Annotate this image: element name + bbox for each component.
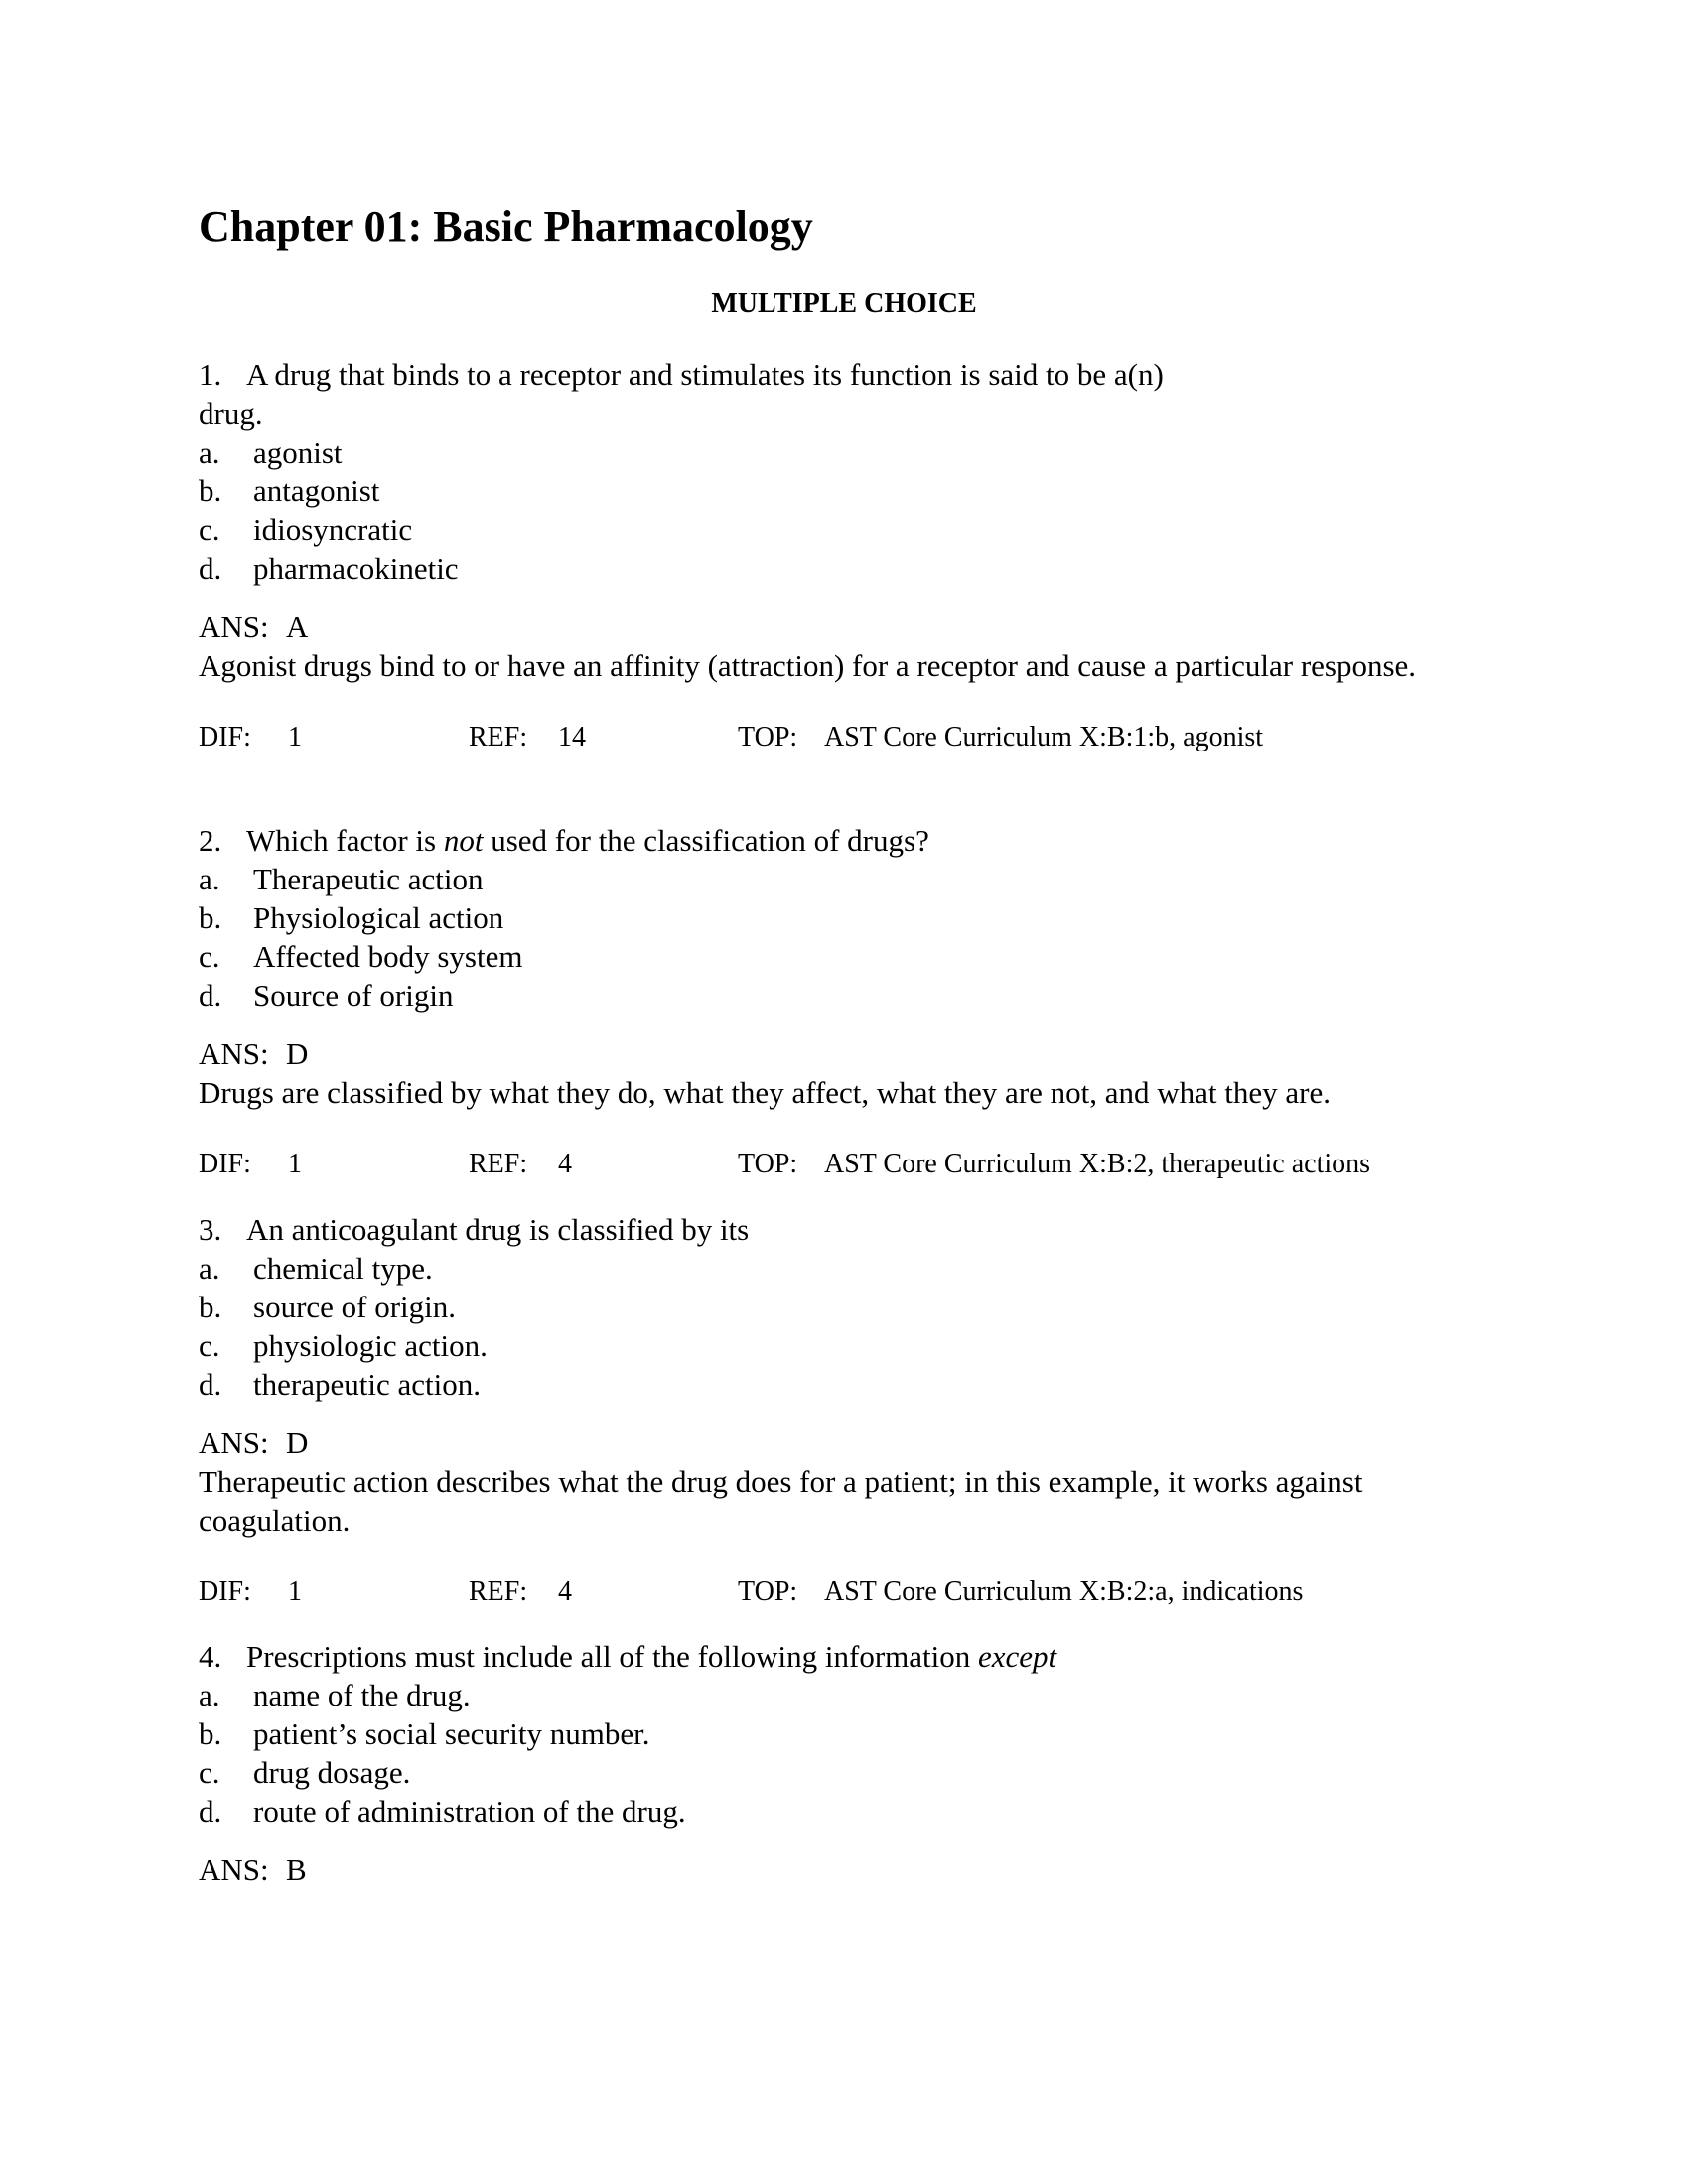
topic xyxy=(738,1145,1370,1183)
answer-line xyxy=(199,1424,1489,1462)
option-a xyxy=(199,1249,1489,1288)
option-text: name of the drug. xyxy=(253,1678,471,1712)
option-d xyxy=(199,1792,1489,1831)
question-text-after: used for the classification of drugs? xyxy=(483,823,929,858)
question-2 xyxy=(199,821,1489,1183)
option-d xyxy=(199,549,1489,588)
reference-label: REF: xyxy=(469,1576,528,1607)
question-number: 2. xyxy=(199,823,222,858)
question-number: 1. xyxy=(199,357,222,392)
option-b xyxy=(199,1714,1489,1753)
reference xyxy=(469,1572,572,1611)
answer-block xyxy=(199,1424,1489,1540)
topic-value: AST Core Curriculum X:B:2:a, indications xyxy=(824,1576,1304,1607)
reference-value: 4 xyxy=(558,1576,572,1607)
answer-rationale: Drugs are classified by what they do, what they affect, what they are not, and what they are. xyxy=(199,1075,1331,1110)
option-text: patient’s social security number. xyxy=(253,1716,650,1751)
topic-value: AST Core Curriculum X:B:2, therapeutic actions xyxy=(824,1149,1371,1179)
option-text: therapeutic action. xyxy=(253,1367,481,1402)
option-letter: d. xyxy=(199,1794,222,1829)
page-title: Chapter 01: Basic Pharmacology xyxy=(199,203,813,251)
difficulty xyxy=(199,718,302,756)
option-letter: b. xyxy=(199,1290,222,1324)
difficulty-label: DIF: xyxy=(199,722,251,752)
option-letter: c. xyxy=(199,1328,220,1363)
answer-line xyxy=(199,608,1489,646)
question-number: 3. xyxy=(199,1212,222,1247)
question-metadata xyxy=(199,1145,1489,1183)
option-letter: a. xyxy=(199,1251,220,1286)
answer-line xyxy=(199,1850,1489,1889)
question-text: A drug that binds to a receptor and stimulates its function is said to be a(n) xyxy=(246,357,1164,392)
question-1 xyxy=(199,355,1489,756)
option-text: Physiological action xyxy=(253,900,504,935)
difficulty xyxy=(199,1572,302,1611)
reference-label: REF: xyxy=(469,722,528,752)
option-letter: d. xyxy=(199,551,222,586)
topic-label: TOP: xyxy=(738,1149,798,1179)
question-stem xyxy=(199,821,1489,860)
option-b xyxy=(199,1288,1489,1326)
topic-value: AST Core Curriculum X:B:1:b, agonist xyxy=(824,722,1264,752)
answer-line xyxy=(199,1034,1489,1073)
option-d xyxy=(199,976,1489,1015)
option-b xyxy=(199,898,1489,937)
answer-label: ANS: xyxy=(199,610,269,644)
topic xyxy=(738,1572,1303,1611)
answer-value: D xyxy=(286,1426,309,1460)
option-c xyxy=(199,937,1489,976)
question-text: An anticoagulant drug is classified by its xyxy=(246,1212,750,1247)
option-c xyxy=(199,1753,1489,1792)
section-heading: MULTIPLE CHOICE xyxy=(711,288,977,319)
option-letter: d. xyxy=(199,978,222,1013)
option-text: antagonist xyxy=(253,474,380,508)
difficulty-value: 1 xyxy=(288,1149,302,1179)
option-text: pharmacokinetic xyxy=(253,551,459,586)
difficulty-value: 1 xyxy=(288,1576,302,1607)
answer-rationale: Therapeutic action describes what the drug does for a patient; in this example, it works against coagulation. xyxy=(199,1464,1363,1538)
option-letter: b. xyxy=(199,1716,222,1751)
option-text: physiologic action. xyxy=(253,1328,488,1363)
answer-rationale: Agonist drugs bind to or have an affinity (attraction) for a receptor and cause a particular response. xyxy=(199,648,1417,683)
reference-value: 14 xyxy=(558,722,586,752)
option-text: source of origin. xyxy=(253,1290,457,1324)
question-text-continued: drug. xyxy=(199,396,263,431)
option-text: route of administration of the drug. xyxy=(253,1794,686,1829)
answer-block xyxy=(199,1850,1489,1889)
option-letter: a. xyxy=(199,1678,220,1712)
answer-value: A xyxy=(286,610,309,644)
difficulty-label: DIF: xyxy=(199,1576,251,1607)
question-stem xyxy=(199,1637,1489,1676)
option-text: chemical type. xyxy=(253,1251,433,1286)
option-a xyxy=(199,860,1489,898)
difficulty-value: 1 xyxy=(288,722,302,752)
question-number: 4. xyxy=(199,1639,222,1674)
answer-block xyxy=(199,1034,1489,1112)
option-letter: a. xyxy=(199,435,220,470)
option-letter: a. xyxy=(199,862,220,896)
question-metadata xyxy=(199,718,1489,756)
question-stem xyxy=(199,1210,1489,1249)
option-a xyxy=(199,1676,1489,1714)
option-text: idiosyncratic xyxy=(253,512,413,547)
option-letter: b. xyxy=(199,474,222,508)
option-text: agonist xyxy=(253,435,343,470)
option-letter: c. xyxy=(199,939,220,974)
answer-label: ANS: xyxy=(199,1852,269,1887)
option-d xyxy=(199,1365,1489,1404)
option-text: drug dosage. xyxy=(253,1755,411,1790)
option-letter: c. xyxy=(199,1755,220,1790)
answer-label: ANS: xyxy=(199,1036,269,1071)
option-letter: d. xyxy=(199,1367,222,1402)
answer-label: ANS: xyxy=(199,1426,269,1460)
question-stem xyxy=(199,355,1489,394)
difficulty-label: DIF: xyxy=(199,1149,251,1179)
option-text: Source of origin xyxy=(253,978,454,1013)
topic-label: TOP: xyxy=(738,722,798,752)
question-3 xyxy=(199,1210,1489,1611)
option-a xyxy=(199,433,1489,472)
question-metadata xyxy=(199,1572,1489,1611)
option-text: Therapeutic action xyxy=(253,862,484,896)
reference-label: REF: xyxy=(469,1149,528,1179)
answer-value: B xyxy=(286,1852,307,1887)
option-letter: c. xyxy=(199,512,220,547)
topic xyxy=(738,718,1263,756)
question-4 xyxy=(199,1637,1489,1889)
answer-block xyxy=(199,608,1489,685)
question-text-emphasis: except xyxy=(978,1639,1057,1674)
question-text-emphasis: not xyxy=(443,823,484,858)
reference-value: 4 xyxy=(558,1149,572,1179)
option-c xyxy=(199,1326,1489,1365)
option-letter: b. xyxy=(199,900,222,935)
option-text: Affected body system xyxy=(253,939,523,974)
option-c xyxy=(199,510,1489,549)
question-text-before: Prescriptions must include all of the following information xyxy=(246,1639,978,1674)
answer-value: D xyxy=(286,1036,309,1071)
topic-label: TOP: xyxy=(738,1576,798,1607)
reference xyxy=(469,718,586,756)
difficulty xyxy=(199,1145,302,1183)
option-b xyxy=(199,472,1489,510)
question-text-before: Which factor is xyxy=(246,823,444,858)
reference xyxy=(469,1145,572,1183)
